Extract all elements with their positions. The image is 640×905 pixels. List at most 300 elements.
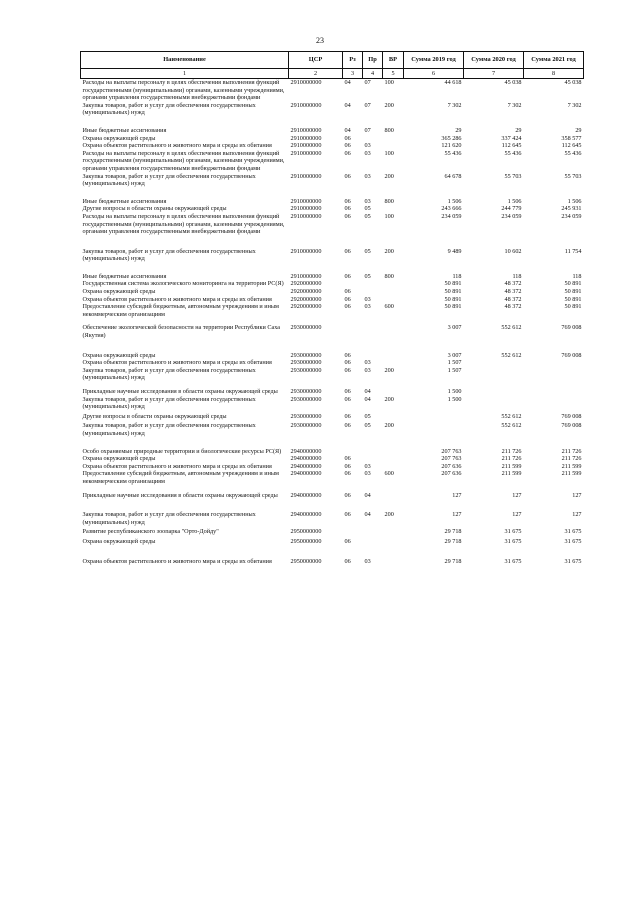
row-sum-2019: 1 507 <box>447 359 462 367</box>
row-csr-code: 2910000000 <box>290 247 322 255</box>
row-vr-code <box>383 352 404 360</box>
row-sum-2021: 45 038 <box>564 79 582 86</box>
row-rz-code: 06 <box>344 197 351 205</box>
row-pr-code <box>363 135 383 143</box>
row-name: Закупка товаров, работ и услуг для обеспечения государственных (муниципальных) нужд <box>82 366 256 382</box>
table-row <box>81 448 584 456</box>
table-row <box>81 396 584 413</box>
row-name: Расходы на выплаты персоналу в целях обеспечения выполнения функций государственными (муниципальными) органами, казенными учреждениями, органами управления государственными внебюджетными фондами <box>82 79 285 102</box>
row-sum-2020: 234 059 <box>501 212 522 220</box>
row-rz-code: 06 <box>344 366 351 374</box>
header-pr: Пр <box>363 52 383 69</box>
row-csr-code: 2950000000 <box>290 557 322 565</box>
row-csr-code: 2910000000 <box>290 272 322 280</box>
row-sum-2021: 118 <box>572 272 582 280</box>
row-name: Охрана окружающей среды <box>82 537 156 545</box>
row-rz-code: 04 <box>344 126 351 134</box>
row-vr-code <box>383 538 404 558</box>
row-sum-2021: 769 008 <box>561 351 582 359</box>
row-name: Закупка товаров, работ и услуг для обеспечения государственных (муниципальных) нужд <box>82 395 256 411</box>
row-csr-code: 2910000000 <box>290 212 322 220</box>
row-sum-2019: 29 718 <box>444 537 462 545</box>
row-csr-code: 2930000000 <box>290 395 322 403</box>
row-rz-code: 06 <box>344 395 351 403</box>
row-vr-code: 200 <box>384 172 394 180</box>
column-number: 6 <box>404 69 464 79</box>
row-sum-2020: 29 <box>515 126 522 134</box>
row-pr-code: 07 <box>364 101 371 109</box>
row-sum-2019 <box>404 422 464 447</box>
row-pr-code: 03 <box>364 172 371 180</box>
row-name: Охрана окружающей среды <box>82 288 156 296</box>
row-csr-code: 2920000000 <box>290 303 322 311</box>
row-sum-2019 <box>404 413 464 423</box>
row-sum-2021: 31 675 <box>564 528 582 536</box>
row-rz-code: 06 <box>344 288 351 296</box>
row-csr-code: 2950000000 <box>290 537 322 545</box>
row-sum-2021: 55 703 <box>564 172 582 180</box>
row-sum-2020: 48 372 <box>504 280 522 288</box>
row-vr-code <box>383 324 404 351</box>
row-rz-code: 06 <box>344 388 351 395</box>
row-rz-code: 06 <box>344 359 351 367</box>
row-rz-code: 06 <box>344 491 351 499</box>
table-body <box>81 79 584 566</box>
row-sum-2021: 211 726 <box>561 447 582 455</box>
row-rz-code: 06 <box>344 511 351 519</box>
row-pr-code: 05 <box>364 205 371 213</box>
row-pr-code: 05 <box>364 412 371 420</box>
row-sum-2019: 207 763 <box>441 455 462 463</box>
table-row <box>81 470 584 491</box>
row-name: Государственная система экологического мониторинга на территории РС(Я) <box>82 280 284 288</box>
row-name: Расходы на выплаты персоналу в целях обеспечения выполнения функций государственными (муниципальными) органами, казенными учреждениями, органами управления государственными внебюджетными фондами <box>82 149 285 172</box>
row-sum-2020: 31 675 <box>504 528 522 536</box>
row-pr-code: 03 <box>364 557 371 565</box>
row-rz-code <box>343 324 363 351</box>
row-rz-code: 06 <box>344 295 351 303</box>
column-number: 1 <box>81 69 289 79</box>
table-row <box>81 352 584 360</box>
row-sum-2020 <box>464 388 524 396</box>
table-row <box>81 273 584 281</box>
row-rz-code: 06 <box>344 149 351 157</box>
table-row <box>81 463 584 471</box>
row-sum-2020 <box>464 359 524 367</box>
row-sum-2019: 29 718 <box>444 528 462 536</box>
row-sum-2021 <box>524 396 584 413</box>
row-pr-code: 04 <box>364 388 371 395</box>
column-number: 2 <box>289 69 343 79</box>
row-sum-2021: 769 008 <box>561 412 582 420</box>
row-pr-code: 03 <box>364 470 371 478</box>
row-pr-code: 04 <box>364 491 371 499</box>
row-sum-2021 <box>524 367 584 388</box>
column-number-row <box>81 69 584 79</box>
row-sum-2019: 29 718 <box>444 557 462 565</box>
table-row <box>81 455 584 463</box>
table-row <box>81 359 584 367</box>
row-sum-2020: 211 726 <box>501 447 522 455</box>
row-csr-code: 2940000000 <box>290 511 322 519</box>
row-sum-2021: 211 726 <box>561 455 582 463</box>
row-vr-code: 800 <box>384 272 394 280</box>
table-row <box>81 558 584 566</box>
row-sum-2019: 234 059 <box>441 212 462 220</box>
row-csr-code: 2910000000 <box>290 134 322 142</box>
row-name: Прикладные научные исследования в области охраны окружающей среды <box>82 491 278 499</box>
row-vr-code <box>383 135 404 143</box>
row-rz-code: 04 <box>344 101 351 109</box>
row-csr-code: 2930000000 <box>290 366 322 374</box>
row-vr-code <box>383 558 404 566</box>
row-csr-code: 2910000000 <box>290 79 322 86</box>
row-vr-code <box>383 492 404 512</box>
row-sum-2019: 3 007 <box>447 351 462 359</box>
row-sum-2020: 10 602 <box>504 247 522 255</box>
row-sum-2019: 64 678 <box>444 172 462 180</box>
row-vr-code <box>383 359 404 367</box>
row-vr-code <box>383 455 404 463</box>
row-pr-code: 03 <box>364 149 371 157</box>
table-row <box>81 280 584 288</box>
row-rz-code: 06 <box>344 212 351 220</box>
row-rz-code: 06 <box>344 142 351 150</box>
row-name: Охрана объектов растительного и животного мира и среды их обитания <box>82 142 272 150</box>
row-csr-code: 2920000000 <box>290 295 322 303</box>
table-row <box>81 528 584 538</box>
row-sum-2020: 244 779 <box>501 205 522 213</box>
row-rz-code <box>343 528 363 538</box>
row-vr-code: 200 <box>384 422 394 430</box>
table-row <box>81 303 584 324</box>
row-sum-2021: 112 645 <box>561 142 582 150</box>
row-pr-code: 07 <box>364 126 371 134</box>
row-sum-2019: 121 620 <box>441 142 462 150</box>
row-csr-code: 2930000000 <box>290 422 322 430</box>
row-name: Охрана окружающей среды <box>82 351 156 359</box>
row-rz-code: 06 <box>344 247 351 255</box>
row-csr-code: 2940000000 <box>290 455 322 463</box>
row-name: Закупка товаров, работ и услуг для обеспечения государственных (муниципальных) нужд <box>82 247 256 263</box>
table-row <box>81 205 584 213</box>
row-vr-code <box>383 288 404 296</box>
row-sum-2020: 48 372 <box>504 295 522 303</box>
row-sum-2021: 50 891 <box>564 303 582 311</box>
row-pr-code <box>363 280 383 288</box>
row-sum-2019: 29 <box>455 126 462 134</box>
row-sum-2021: 31 675 <box>564 557 582 565</box>
row-sum-2021: 50 891 <box>564 280 582 288</box>
row-sum-2020: 31 675 <box>504 537 522 545</box>
row-pr-code: 05 <box>364 422 371 430</box>
row-sum-2019: 207 636 <box>441 470 462 478</box>
row-sum-2019: 127 <box>452 491 462 499</box>
header-vr: ВР <box>383 52 404 69</box>
row-name: Иные бюджетные ассигнования <box>82 197 167 205</box>
row-vr-code: 200 <box>384 366 394 374</box>
row-sum-2020: 127 <box>512 511 522 519</box>
header-sum-2021: Сумма 2021 год <box>524 52 584 69</box>
row-sum-2019: 127 <box>452 511 462 519</box>
row-csr-code: 2930000000 <box>290 359 322 367</box>
row-sum-2021: 7 302 <box>567 101 582 109</box>
row-sum-2021: 29 <box>575 126 582 134</box>
table-row <box>81 198 584 206</box>
row-sum-2020: 118 <box>512 272 522 280</box>
table-row <box>81 296 584 304</box>
row-rz-code: 06 <box>344 303 351 311</box>
row-name: Другие вопросы в области охраны окружающей среды <box>82 412 227 420</box>
row-csr-code: 2910000000 <box>290 126 322 134</box>
row-pr-code: 03 <box>364 462 371 470</box>
row-sum-2020: 552 612 <box>501 412 522 420</box>
table-row <box>81 213 584 248</box>
row-pr-code: 04 <box>364 511 371 519</box>
row-sum-2021: 50 891 <box>564 295 582 303</box>
row-csr-code: 2930000000 <box>290 324 322 332</box>
table-row <box>81 538 584 558</box>
row-name: Охрана объектов растительного и животного мира и среды их обитания <box>82 462 272 470</box>
row-sum-2019: 44 618 <box>444 79 462 86</box>
row-pr-code <box>363 538 383 558</box>
row-pr-code: 03 <box>364 197 371 205</box>
row-name: Предоставление субсидий бюджетным, автономным учреждениям и иным некоммерческим организациям <box>82 470 279 485</box>
row-sum-2021: 127 <box>572 491 582 499</box>
row-rz-code: 06 <box>344 422 351 430</box>
row-rz-code: 06 <box>344 172 351 180</box>
row-name: Прикладные научные исследования в области охраны окружающей среды <box>82 388 278 395</box>
column-number: 4 <box>363 69 383 79</box>
row-csr-code: 2930000000 <box>290 388 322 395</box>
row-vr-code: 800 <box>384 126 394 134</box>
row-pr-code: 03 <box>364 359 371 367</box>
row-sum-2021: 55 436 <box>564 149 582 157</box>
row-sum-2020: 45 038 <box>504 79 522 86</box>
column-number: 5 <box>383 69 404 79</box>
row-csr-code: 2940000000 <box>290 462 322 470</box>
row-sum-2020 <box>464 367 524 388</box>
row-sum-2019: 50 891 <box>444 280 462 288</box>
row-rz-code <box>343 280 363 288</box>
table-row <box>81 135 584 143</box>
row-sum-2020: 48 372 <box>504 288 522 296</box>
row-sum-2021: 211 599 <box>561 462 582 470</box>
row-pr-code: 04 <box>364 395 371 403</box>
row-name: Охрана окружающей среды <box>82 134 156 142</box>
row-vr-code <box>383 388 404 396</box>
row-vr-code <box>383 142 404 150</box>
column-number: 8 <box>524 69 584 79</box>
row-sum-2019: 243 666 <box>441 205 462 213</box>
table-row <box>81 492 584 512</box>
table-row <box>81 173 584 198</box>
row-vr-code: 200 <box>384 101 394 109</box>
table-row <box>81 150 584 173</box>
row-sum-2021: 211 599 <box>561 470 582 478</box>
row-vr-code: 100 <box>384 79 394 86</box>
row-csr-code: 2920000000 <box>290 280 322 288</box>
row-pr-code <box>363 448 383 456</box>
row-csr-code: 2930000000 <box>290 412 322 420</box>
row-csr-code: 2910000000 <box>290 172 322 180</box>
row-sum-2019: 50 891 <box>444 303 462 311</box>
row-sum-2020: 55 703 <box>504 172 522 180</box>
row-name: Другие вопросы в области охраны окружающей среды <box>82 205 227 213</box>
row-name: Иные бюджетные ассигнования <box>82 272 167 280</box>
row-pr-code <box>363 352 383 360</box>
row-sum-2019: 50 891 <box>444 295 462 303</box>
row-name: Закупка товаров, работ и услуг для обеспечения государственных (муниципальных) нужд <box>82 172 256 188</box>
row-sum-2019: 1 507 <box>447 366 462 374</box>
header-csr: ЦСР <box>289 52 343 69</box>
column-number: 3 <box>343 69 363 79</box>
row-sum-2020: 55 436 <box>504 149 522 157</box>
row-pr-code <box>363 324 383 351</box>
row-rz-code: 06 <box>344 470 351 478</box>
row-vr-code <box>383 205 404 213</box>
row-csr-code: 2940000000 <box>290 447 322 455</box>
row-name: Охрана объектов растительного и животного мира и среды их обитания <box>82 359 272 367</box>
row-sum-2020 <box>464 396 524 413</box>
table-row <box>81 422 584 447</box>
row-sum-2020: 211 726 <box>501 455 522 463</box>
row-vr-code: 200 <box>384 511 394 519</box>
row-rz-code: 06 <box>344 351 351 359</box>
row-pr-code: 05 <box>364 212 371 220</box>
row-sum-2019: 1 506 <box>447 197 462 205</box>
row-sum-2021: 1 506 <box>567 197 582 205</box>
row-sum-2019: 1 500 <box>447 388 462 395</box>
row-sum-2021: 234 059 <box>561 212 582 220</box>
row-sum-2021: 769 008 <box>561 422 582 430</box>
row-sum-2020: 112 645 <box>501 142 522 150</box>
row-sum-2021: 769 008 <box>561 324 582 332</box>
row-csr-code: 2950000000 <box>290 528 322 536</box>
row-sum-2020: 552 612 <box>501 324 522 332</box>
row-rz-code: 06 <box>344 205 351 213</box>
row-name: Особо охраняемые природные территории и биологические ресурсы РС(Я) <box>82 447 282 455</box>
row-name: Охрана объектов растительного и животного мира и среды их обитания <box>82 557 272 565</box>
row-sum-2019: 3 007 <box>447 324 462 332</box>
row-csr-code: 2910000000 <box>290 149 322 157</box>
header-name: Наименование <box>81 52 289 69</box>
row-vr-code: 600 <box>384 470 394 478</box>
row-csr-code: 2910000000 <box>290 142 322 150</box>
row-vr-code: 200 <box>384 395 394 403</box>
row-sum-2020: 552 612 <box>501 422 522 430</box>
row-sum-2021 <box>524 388 584 396</box>
header-rz: Рз <box>343 52 363 69</box>
row-name: Иные бюджетные ассигнования <box>82 126 167 134</box>
row-sum-2021: 31 675 <box>564 537 582 545</box>
row-vr-code <box>383 528 404 538</box>
row-csr-code: 2910000000 <box>290 205 322 213</box>
row-sum-2020: 1 506 <box>507 197 522 205</box>
table-row <box>81 388 584 396</box>
row-pr-code: 03 <box>364 366 371 374</box>
row-name: Охрана окружающей среды <box>82 455 156 463</box>
row-csr-code: 2920000000 <box>290 288 322 296</box>
row-pr-code: 03 <box>364 142 371 150</box>
row-name: Закупка товаров, работ и услуг для обеспечения государственных (муниципальных) нужд <box>82 101 256 117</box>
row-pr-code: 05 <box>364 272 371 280</box>
header-sum-2020: Сумма 2020 год <box>464 52 524 69</box>
row-pr-code: 03 <box>364 295 371 303</box>
table-row <box>81 79 584 102</box>
table-row <box>81 127 584 135</box>
row-sum-2019: 1 500 <box>447 395 462 403</box>
row-sum-2021: 358 577 <box>561 134 582 142</box>
row-sum-2020: 211 599 <box>501 462 522 470</box>
row-rz-code: 06 <box>344 455 351 463</box>
row-sum-2019: 7 302 <box>447 101 462 109</box>
row-rz-code: 04 <box>344 79 351 86</box>
row-rz-code: 06 <box>344 272 351 280</box>
row-vr-code: 600 <box>384 303 394 311</box>
row-sum-2020: 7 302 <box>507 101 522 109</box>
row-sum-2021: 127 <box>572 511 582 519</box>
row-pr-code: 03 <box>364 303 371 311</box>
row-vr-code: 100 <box>384 149 394 157</box>
row-csr-code: 2910000000 <box>290 197 322 205</box>
row-rz-code: 06 <box>344 134 351 142</box>
budget-table <box>80 51 584 565</box>
table-row <box>81 324 584 351</box>
row-csr-code: 2940000000 <box>290 491 322 499</box>
row-sum-2019: 365 286 <box>441 134 462 142</box>
column-number: 7 <box>464 69 524 79</box>
row-sum-2019: 50 891 <box>444 288 462 296</box>
row-name: Обеспечение экологической безопасности на территории Республики Саха (Якутия) <box>82 324 280 340</box>
table-row <box>81 288 584 296</box>
row-name: Предоставление субсидий бюджетным, автономным учреждениям и иным некоммерческим организациям <box>82 303 279 318</box>
table-row <box>81 248 584 273</box>
row-sum-2021 <box>524 359 584 367</box>
table-row <box>81 413 584 423</box>
page-number: 23 <box>316 36 324 45</box>
row-sum-2020: 48 372 <box>504 303 522 311</box>
row-sum-2019: 207 763 <box>441 447 462 455</box>
row-rz-code: 06 <box>344 412 351 420</box>
row-sum-2019: 207 636 <box>441 462 462 470</box>
row-name: Развитие республиканского зоопарка "Орто-Дойду" <box>82 528 219 536</box>
row-sum-2021: 50 891 <box>564 288 582 296</box>
row-vr-code: 100 <box>384 212 394 220</box>
row-sum-2020: 211 599 <box>501 470 522 478</box>
row-sum-2019: 118 <box>452 272 462 280</box>
row-pr-code <box>363 288 383 296</box>
header-sum-2019: Сумма 2019 год <box>404 52 464 69</box>
row-csr-code: 2940000000 <box>290 470 322 478</box>
row-sum-2020: 31 675 <box>504 557 522 565</box>
row-sum-2020: 337 424 <box>501 134 522 142</box>
row-vr-code: 200 <box>384 247 394 255</box>
row-pr-code <box>363 528 383 538</box>
row-sum-2020: 127 <box>512 491 522 499</box>
row-rz-code: 06 <box>344 462 351 470</box>
row-name: Охрана объектов растительного и животного мира и среды их обитания <box>82 295 272 303</box>
row-sum-2019: 55 436 <box>444 149 462 157</box>
row-rz-code <box>343 448 363 456</box>
row-name: Закупка товаров, работ и услуг для обеспечения государственных (муниципальных) нужд <box>82 422 256 437</box>
row-name: Расходы на выплаты персоналу в целях обеспечения выполнения функций государственными (муниципальными) органами, казенными учреждениями, органами управления государственными внебюджетными фондами <box>82 212 285 236</box>
row-name: Закупка товаров, работ и услуг для обеспечения государственных (муниципальных) нужд <box>82 511 256 526</box>
row-vr-code <box>383 448 404 456</box>
row-sum-2019: 9 489 <box>447 247 462 255</box>
row-sum-2021: 11 754 <box>564 247 582 255</box>
row-vr-code <box>383 296 404 304</box>
